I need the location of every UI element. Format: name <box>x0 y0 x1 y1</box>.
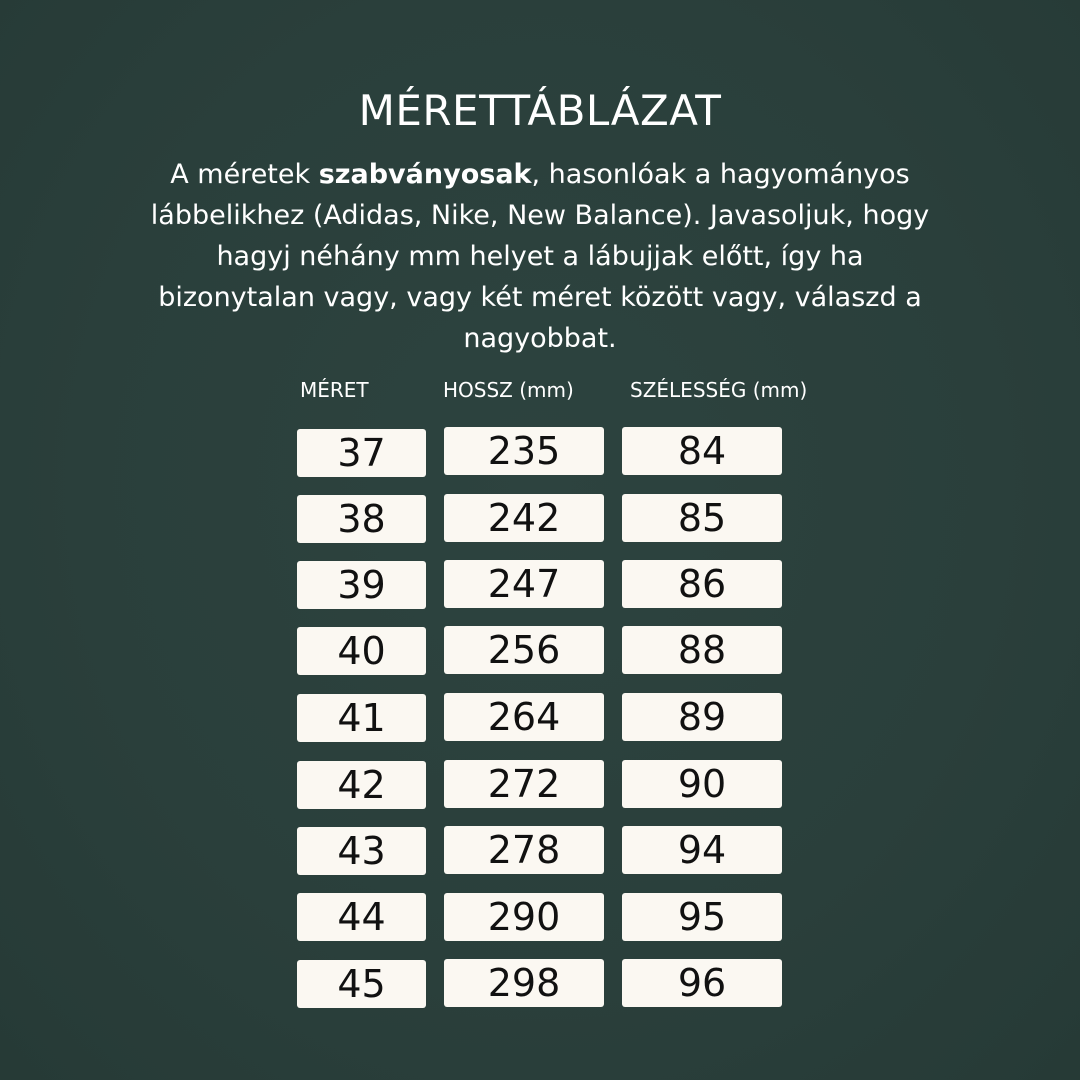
cell-size: 43 <box>297 827 426 875</box>
cell-size: 42 <box>297 761 426 809</box>
cell-length: 264 <box>444 693 604 741</box>
cell-length: 278 <box>444 826 604 874</box>
cell-size: 45 <box>297 960 426 1008</box>
intro-text-emphasis: szabványosak <box>318 159 532 190</box>
cell-width: 84 <box>622 427 782 475</box>
cell-width: 95 <box>622 893 782 941</box>
cell-length: 290 <box>444 893 604 941</box>
cell-size: 41 <box>297 694 426 742</box>
cell-size: 37 <box>297 429 426 477</box>
cell-size: 40 <box>297 627 426 675</box>
cell-length: 242 <box>444 494 604 542</box>
header-length: HOSSZ (mm) <box>443 378 574 402</box>
page-title: MÉRETTÁBLÁZAT <box>358 86 722 135</box>
cell-width: 90 <box>622 760 782 808</box>
cell-length: 298 <box>444 959 604 1007</box>
cell-size: 39 <box>297 561 426 609</box>
cell-width: 96 <box>622 959 782 1007</box>
cell-length: 272 <box>444 760 604 808</box>
cell-length: 256 <box>444 626 604 674</box>
cell-width: 86 <box>622 560 782 608</box>
intro-text <box>140 154 940 359</box>
header-size: MÉRET <box>300 378 369 402</box>
intro-text-start: A méretek <box>170 159 319 190</box>
cell-width: 89 <box>622 693 782 741</box>
cell-width: 88 <box>622 626 782 674</box>
cell-width: 94 <box>622 826 782 874</box>
intro-text-rest: , hasonlóak a hagyományos lábbelikhez (Adidas, Nike, New Balance). Javasoljuk, hogy hagyj néhány mm helyet a lábujjak előtt, így ha bizonytalan vagy, vagy két méret között vagy, válaszd a nagyobbat. <box>150 159 930 354</box>
cell-length: 247 <box>444 560 604 608</box>
header-width: SZÉLESSÉG (mm) <box>630 378 808 402</box>
cell-width: 85 <box>622 494 782 542</box>
cell-size: 44 <box>297 893 426 941</box>
cell-size: 38 <box>297 495 426 543</box>
cell-length: 235 <box>444 427 604 475</box>
